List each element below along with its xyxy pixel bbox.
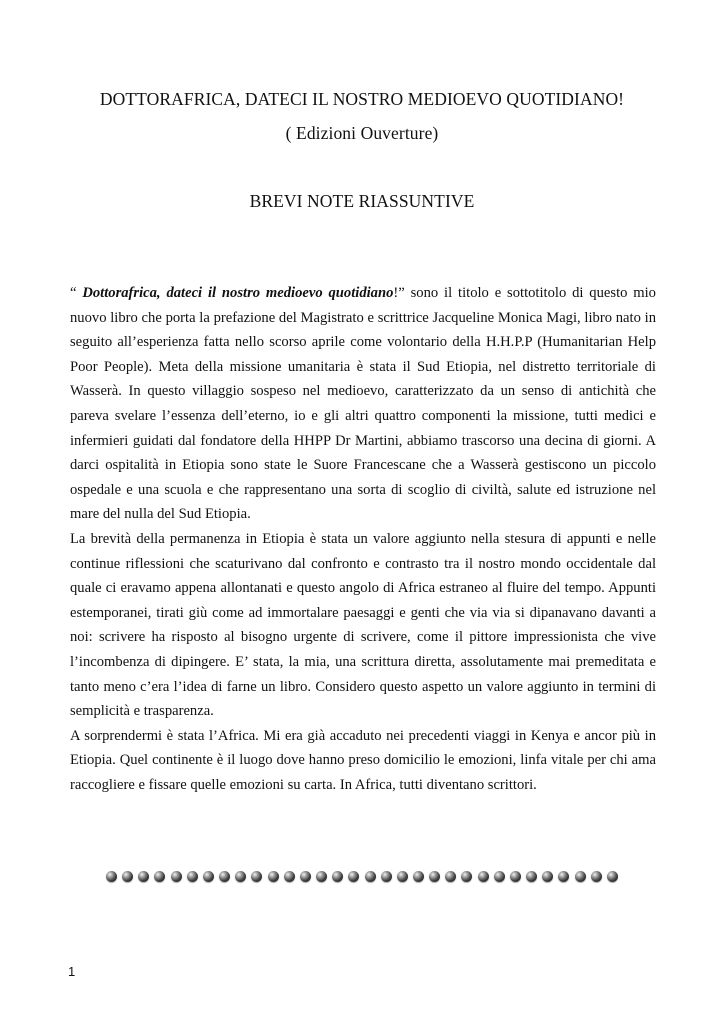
bullet-icon [171,871,182,882]
bullet-icon [300,871,311,882]
bullet-icon [397,871,408,882]
bullet-divider [106,869,618,883]
book-title-exclamation: ! [393,285,399,301]
bullet-icon [203,871,214,882]
bullet-icon [429,871,440,882]
section-heading: BREVI NOTE RIASSUNTIVE [249,191,475,211]
bullet-icon [235,871,246,882]
page-number: 1 [68,964,76,979]
bullet-icon [413,871,424,882]
bullet-icon [219,871,230,882]
bullet-icon [268,871,279,882]
bullet-icon [348,871,359,882]
bullet-icon [284,871,295,882]
paragraph-3: A sorprendermi è stata l’Africa. Mi era già accaduto nei precedenti viaggi in Kenya e ancor più in Etiopia. Quel continente è il luogo dove hanno preso domicilio le emozioni, linfa vitale per chi ama raccogliere e fissare quelle emozioni su carta. In Africa, tutti diventano scrittori. [70,727,656,793]
bullet-icon [154,871,165,882]
paragraph-1-text: ” sono il titolo e sottotitolo di questo mio nuovo libro che porta la prefazione del Magistrato e scrittrice Jacqueline Monica Magi, libro nato in seguito all’esperienza fatta nello scorso aprile come volontario della H.H.P.P (Humanitarian Help Poor People). Meta della missione umanitaria è stata il Sud Etiopia, nel distretto territoriale di Wasserà. In questo villaggio sospeso nel medioevo, caratterizzato da un senso di antichità che pareva svelare l’essenza dell’eterno, io e gli altri quattro componenti la missione, tutti medici e infermieri guidati dal fondatore della HHPP Dr Martini, abbiamo trascorso una decina di giorni. A darci ospitalità in Etiopia sono state le Suore Francescane che a Wasserà gestiscono un piccolo ospedale e una scuola e che rappresentano una sorta di scoglio di civiltà, salute ed istruzione nel mare del nulla del Sud Etiopia. [70,285,656,523]
book-title: Dottorafrica, dateci il nostro medioevo quotidiano [82,285,394,301]
bullet-icon [478,871,489,882]
paragraph-1 [70,281,656,527]
body-text [70,281,656,797]
open-quote: “ [70,285,83,301]
bullet-icon [607,871,618,882]
bullet-icon [251,871,262,882]
bullet-icon [122,871,133,882]
bullet-icon [575,871,586,882]
bullet-icon [558,871,569,882]
bullet-icon [591,871,602,882]
document-title: DOTTORAFRICA, DATECI IL NOSTRO MEDIOEVO QUOTIDIANO! [99,89,625,109]
document-subtitle: ( Edizioni Ouverture) [285,123,439,143]
bullet-icon [316,871,327,882]
paragraph-2: La brevità della permanenza in Etiopia è stata un valore aggiunto nella stesura di appunti e nelle continue riflessioni che scaturivano dal confronto e contrasto tra il nostro mondo occidentale dal quale ci eravamo appena allontanati e questo angolo di Africa estraneo al fluire del tempo. Appunti estemporanei, tirati giù come ad immortalare paesaggi e genti che via via si dipanavano davanti a noi: scrivere ha risposto al bisogno urgente di scrivere, come il pittore impressionista che vive l’incombenza di dipingere. E’ stata, la mia, una scrittura diretta, assolutamente mai premeditata e tanto meno c’era l’idea di farne un libro. Considero questo aspetto un valore aggiunto in termini di semplicità e trasparenza. [70,530,656,720]
bullet-icon [461,871,472,882]
bullet-icon [106,871,117,882]
bullet-icon [381,871,392,882]
bullet-icon [332,871,343,882]
bullet-icon [542,871,553,882]
bullet-icon [445,871,456,882]
bullet-icon [187,871,198,882]
bullet-icon [526,871,537,882]
bullet-icon [365,871,376,882]
bullet-icon [494,871,505,882]
bullet-icon [138,871,149,882]
bullet-icon [510,871,521,882]
